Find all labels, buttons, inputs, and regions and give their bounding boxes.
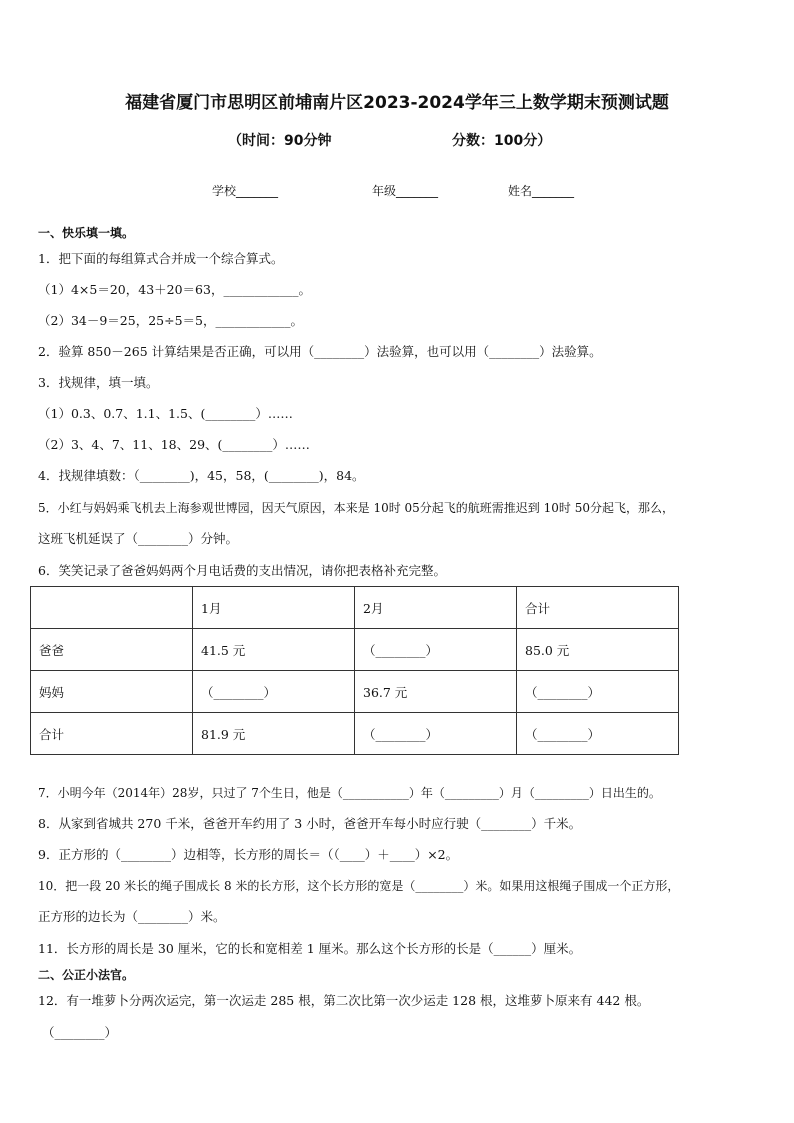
table-cell: 41.5 元: [193, 629, 355, 671]
table-row: [31, 629, 679, 671]
table-cell: （________）: [355, 713, 517, 755]
section-heading-1: 一、快乐填一填。: [38, 226, 135, 240]
question-3: 3．找规律，填一填。: [38, 375, 159, 390]
table-header-cell: 2月: [355, 587, 517, 629]
table-row: [31, 713, 679, 755]
table-header-cell: 合计: [517, 587, 679, 629]
table-row: [31, 671, 679, 713]
question-1-part-2: （2）34－9＝25，25÷5＝5，____________。: [38, 313, 304, 328]
question-12-answer-blank: （________）: [42, 1025, 118, 1040]
name-field: 姓名_______: [508, 184, 575, 198]
expense-table: [30, 586, 679, 755]
question-7: 7．小明今年（2014年）28岁，只过了 7个生日，他是（___________）年（_________）月（_________）日出生的。: [38, 786, 661, 800]
table-cell: 爸爸: [31, 629, 193, 671]
table-header-cell: 1月: [193, 587, 355, 629]
question-3-part-1: （1）0.3、0.7、1.1、1.5、(________）……: [38, 406, 293, 421]
time-label: （时间：90分钟: [228, 133, 332, 149]
table-cell: （________）: [517, 713, 679, 755]
question-9: 9．正方形的（________）边相等，长方形的周长＝（（____）＋____）×2。: [38, 847, 459, 862]
question-11: 11．长方形的周长是 30 厘米，它的长和宽相差 1 厘米。那么这个长方形的长是（______）厘米。: [38, 941, 582, 956]
question-12: 12．有一堆萝卜分两次运完，第一次运走 285 根，第二次比第一次少运走 128 根，这堆萝卜原来有 442 根。: [38, 993, 650, 1008]
question-3-part-2: （2）3、4、7、11、18、29、(________）……: [38, 437, 310, 452]
question-1: 1．把下面的每组算式合并成一个综合算式。: [38, 251, 284, 266]
table-cell: 81.9 元: [193, 713, 355, 755]
score-label: 分数：100分）: [452, 133, 552, 149]
question-6: 6．笑笑记录了爸爸妈妈两个月电话费的支出情况，请你把表格补充完整。: [38, 563, 446, 578]
table-cell: 36.7 元: [355, 671, 517, 713]
table-header-cell: [31, 587, 193, 629]
question-5-line-1: 5．小红与妈妈乘飞机去上海参观世博园，因天气原因，本来是 10时 05分起飞的航班需推迟到 10时 50分起飞，那么，: [38, 501, 674, 515]
question-2: 2．验算 850－265 计算结果是否正确，可以用（________）法验算，也可以用（________）法验算。: [38, 344, 602, 359]
question-1-part-1: （1）4×5＝20，43＋20＝63，____________。: [38, 282, 311, 297]
question-10-line-1: 10．把一段 20 米长的绳子围成长 8 米的长方形，这个长方形的宽是（________）米。如果用这根绳子围成一个正方形，: [38, 879, 680, 893]
question-8: 8．从家到省城共 270 千米，爸爸开车约用了 3 小时，爸爸开车每小时应行驶（________）千米。: [38, 816, 582, 831]
table-cell: 妈妈: [31, 671, 193, 713]
table-header-row: [31, 587, 679, 629]
school-field: 学校_______: [212, 184, 279, 198]
table-cell: （________）: [355, 629, 517, 671]
question-10-line-2: 正方形的边长为（________）米。: [38, 909, 226, 924]
table-cell: 合计: [31, 713, 193, 755]
question-4: 4．找规律填数：（________)，45，58，(________)，84。: [38, 468, 365, 483]
section-heading-2: 二、公正小法官。: [38, 968, 135, 982]
exam-title: 福建省厦门市思明区前埔南片区2023-2024学年三上数学期末预测试题: [125, 93, 669, 113]
table-cell: （________）: [517, 671, 679, 713]
table-cell: （________）: [193, 671, 355, 713]
question-5-line-2: 这班飞机延误了（________）分钟。: [38, 531, 239, 546]
table-cell: 85.0 元: [517, 629, 679, 671]
grade-field: 年级_______: [372, 184, 439, 198]
